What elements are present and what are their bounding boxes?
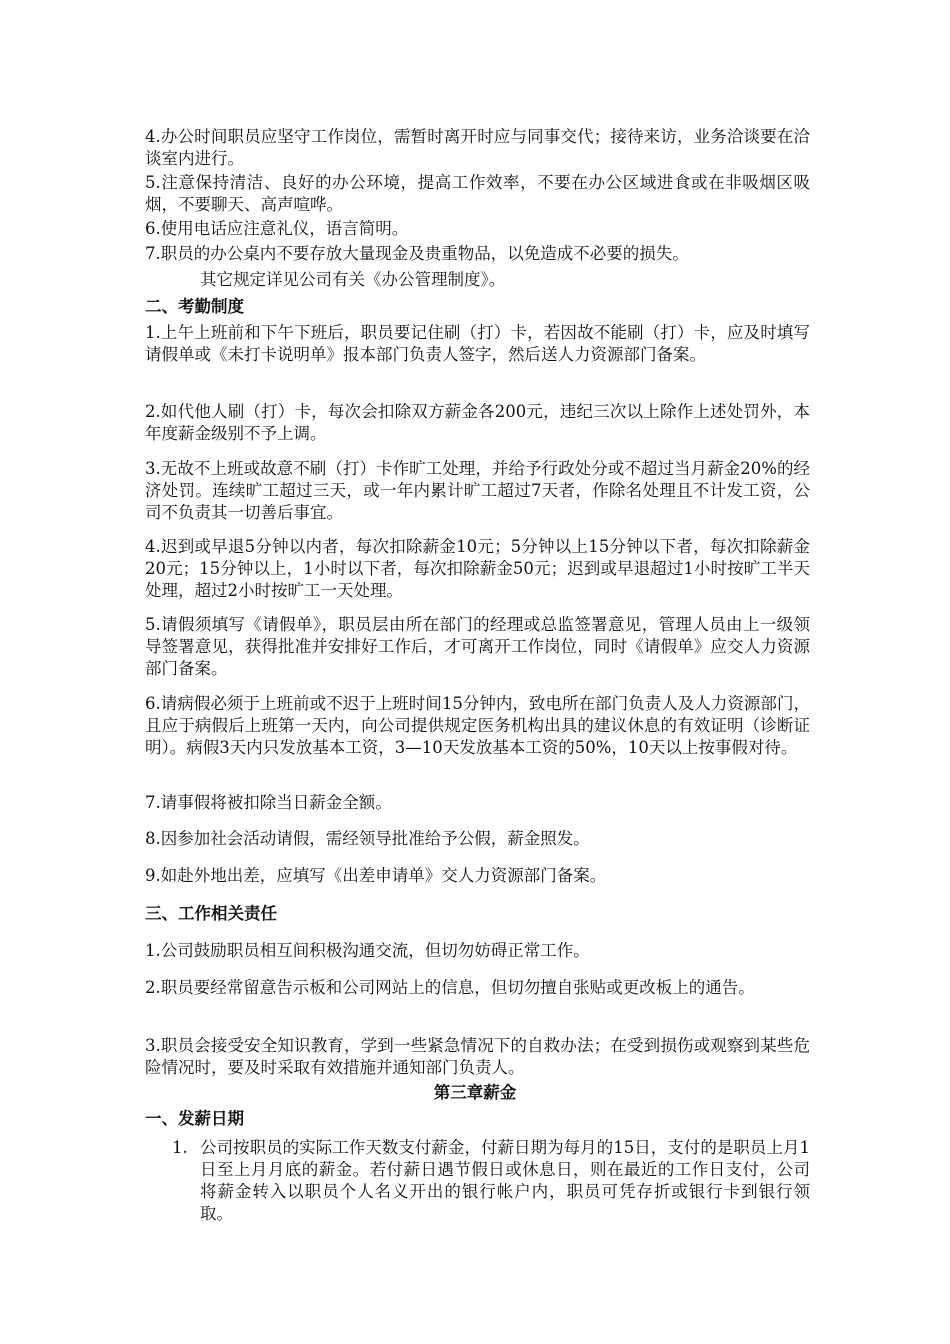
attendance-rule-1: 1.上午上班前和下午下班后，职员要记住刷（打）卡，若因故不能刷（打）卡，应及时填写请假单或《未打卡说明单》报本部门负责人签字，然后送人力资源部门备案。 (145, 323, 810, 364)
payday-item-number: 1. (172, 1138, 188, 1157)
duties-rule-2: 2.职员要经常留意告示板和公司网站上的信息，但切勿擅自张贴或更改板上的通告。 (145, 978, 755, 997)
attendance-rule-2: 2.如代他人刷（打）卡，每次会扣除双方薪金各200元，违纪三次以上除作上述处罚外，本年度薪金级别不予上调。 (145, 402, 810, 443)
office-rules-note: 其它规定详见公司有关《办公管理制度》。 (200, 270, 506, 289)
duties-rule-1: 1.公司鼓励职员相互间积极沟通交流，但切勿妨碍正常工作。 (145, 941, 590, 960)
chapter-title: 第三章薪金 (433, 1083, 517, 1102)
office-rule-5: 5.注意保持清洁、良好的办公环境，提高工作效率，不要在办公区域进食或在非吸烟区吸烟，不要聊天、高声喧哗。 (145, 173, 810, 214)
attendance-heading: 二、考勤制度 (145, 297, 244, 316)
office-rule-7: 7.职员的办公桌内不要存放大量现金及贵重物品，以免造成不必要的损失。 (145, 244, 689, 263)
attendance-rule-6: 6.请病假必须于上班前或不迟于上班时间15分钟内，致电所在部门负责人及人力资源部门，且应于病假后上班第一天内，向公司提供规定医务机构出具的建议休息的有效证明（诊断证明）。病假3天内只发放基本工资，3—10天发放基本工资的50%，10天以上按事假对待。 (145, 694, 810, 757)
office-rule-4: 4.办公时间职员应坚守工作岗位，需暂时离开时应与同事交代；接待来访，业务洽谈要在洽谈室内进行。 (145, 127, 810, 168)
office-rule-6: 6.使用电话应注意礼仪，语言简明。 (145, 219, 409, 238)
attendance-rule-4: 4.迟到或早退5分钟以内者，每次扣除薪金10元；5分钟以上15分钟以下者，每次扣除薪金20元；15分钟以上，1小时以下者，每次扣除薪金50元；迟到或早退超过1小时按旷工半天处理，超过2小时按旷工一天处理。 (145, 537, 810, 600)
duties-heading: 三、工作相关责任 (145, 904, 277, 923)
attendance-rule-7: 7.请事假将被扣除当日薪金全额。 (145, 793, 392, 812)
duties-rule-3: 3.职员会接受安全知识教育，学到一些紧急情况下的自救办法；在受到损伤或观察到某些危险情况时，要及时采取有效措施并通知部门负责人。 (145, 1036, 810, 1077)
attendance-rule-3: 3.无故不上班或故意不刷（打）卡作旷工处理，并给予行政处分或不超过当月薪金20%的经济处罚。连续旷工超过三天，或一年内累计旷工超过7天者，作除名处理且不计发工资，公司不负责其一切善后事宜。 (145, 459, 810, 522)
attendance-rule-9: 9.如赴外地出差，应填写《出差申请单》交人力资源部门备案。 (145, 866, 607, 885)
attendance-rule-8: 8.因参加社会活动请假，需经领导批准给予公假，薪金照发。 (145, 829, 590, 848)
payday-heading: 一、发薪日期 (145, 1109, 244, 1128)
attendance-rule-5: 5.请假须填写《请假单》，职员层由所在部门的经理或总监签署意见，管理人员由上一级领导签署意见，获得批准并安排好工作后，才可离开工作岗位，同时《请假单》应交人力资源部门备案。 (145, 615, 810, 678)
payday-item-text: 公司按职员的实际工作天数支付薪金，付薪日期为每月的15日，支付的是职员上月1日至上月月底的薪金。若付薪日遇节假日或休息日，则在最近的工作日支付，公司将薪金转入以职员个人名义开出的银行帐户内，职员可凭存折或银行卡到银行领取。 (200, 1138, 810, 1223)
